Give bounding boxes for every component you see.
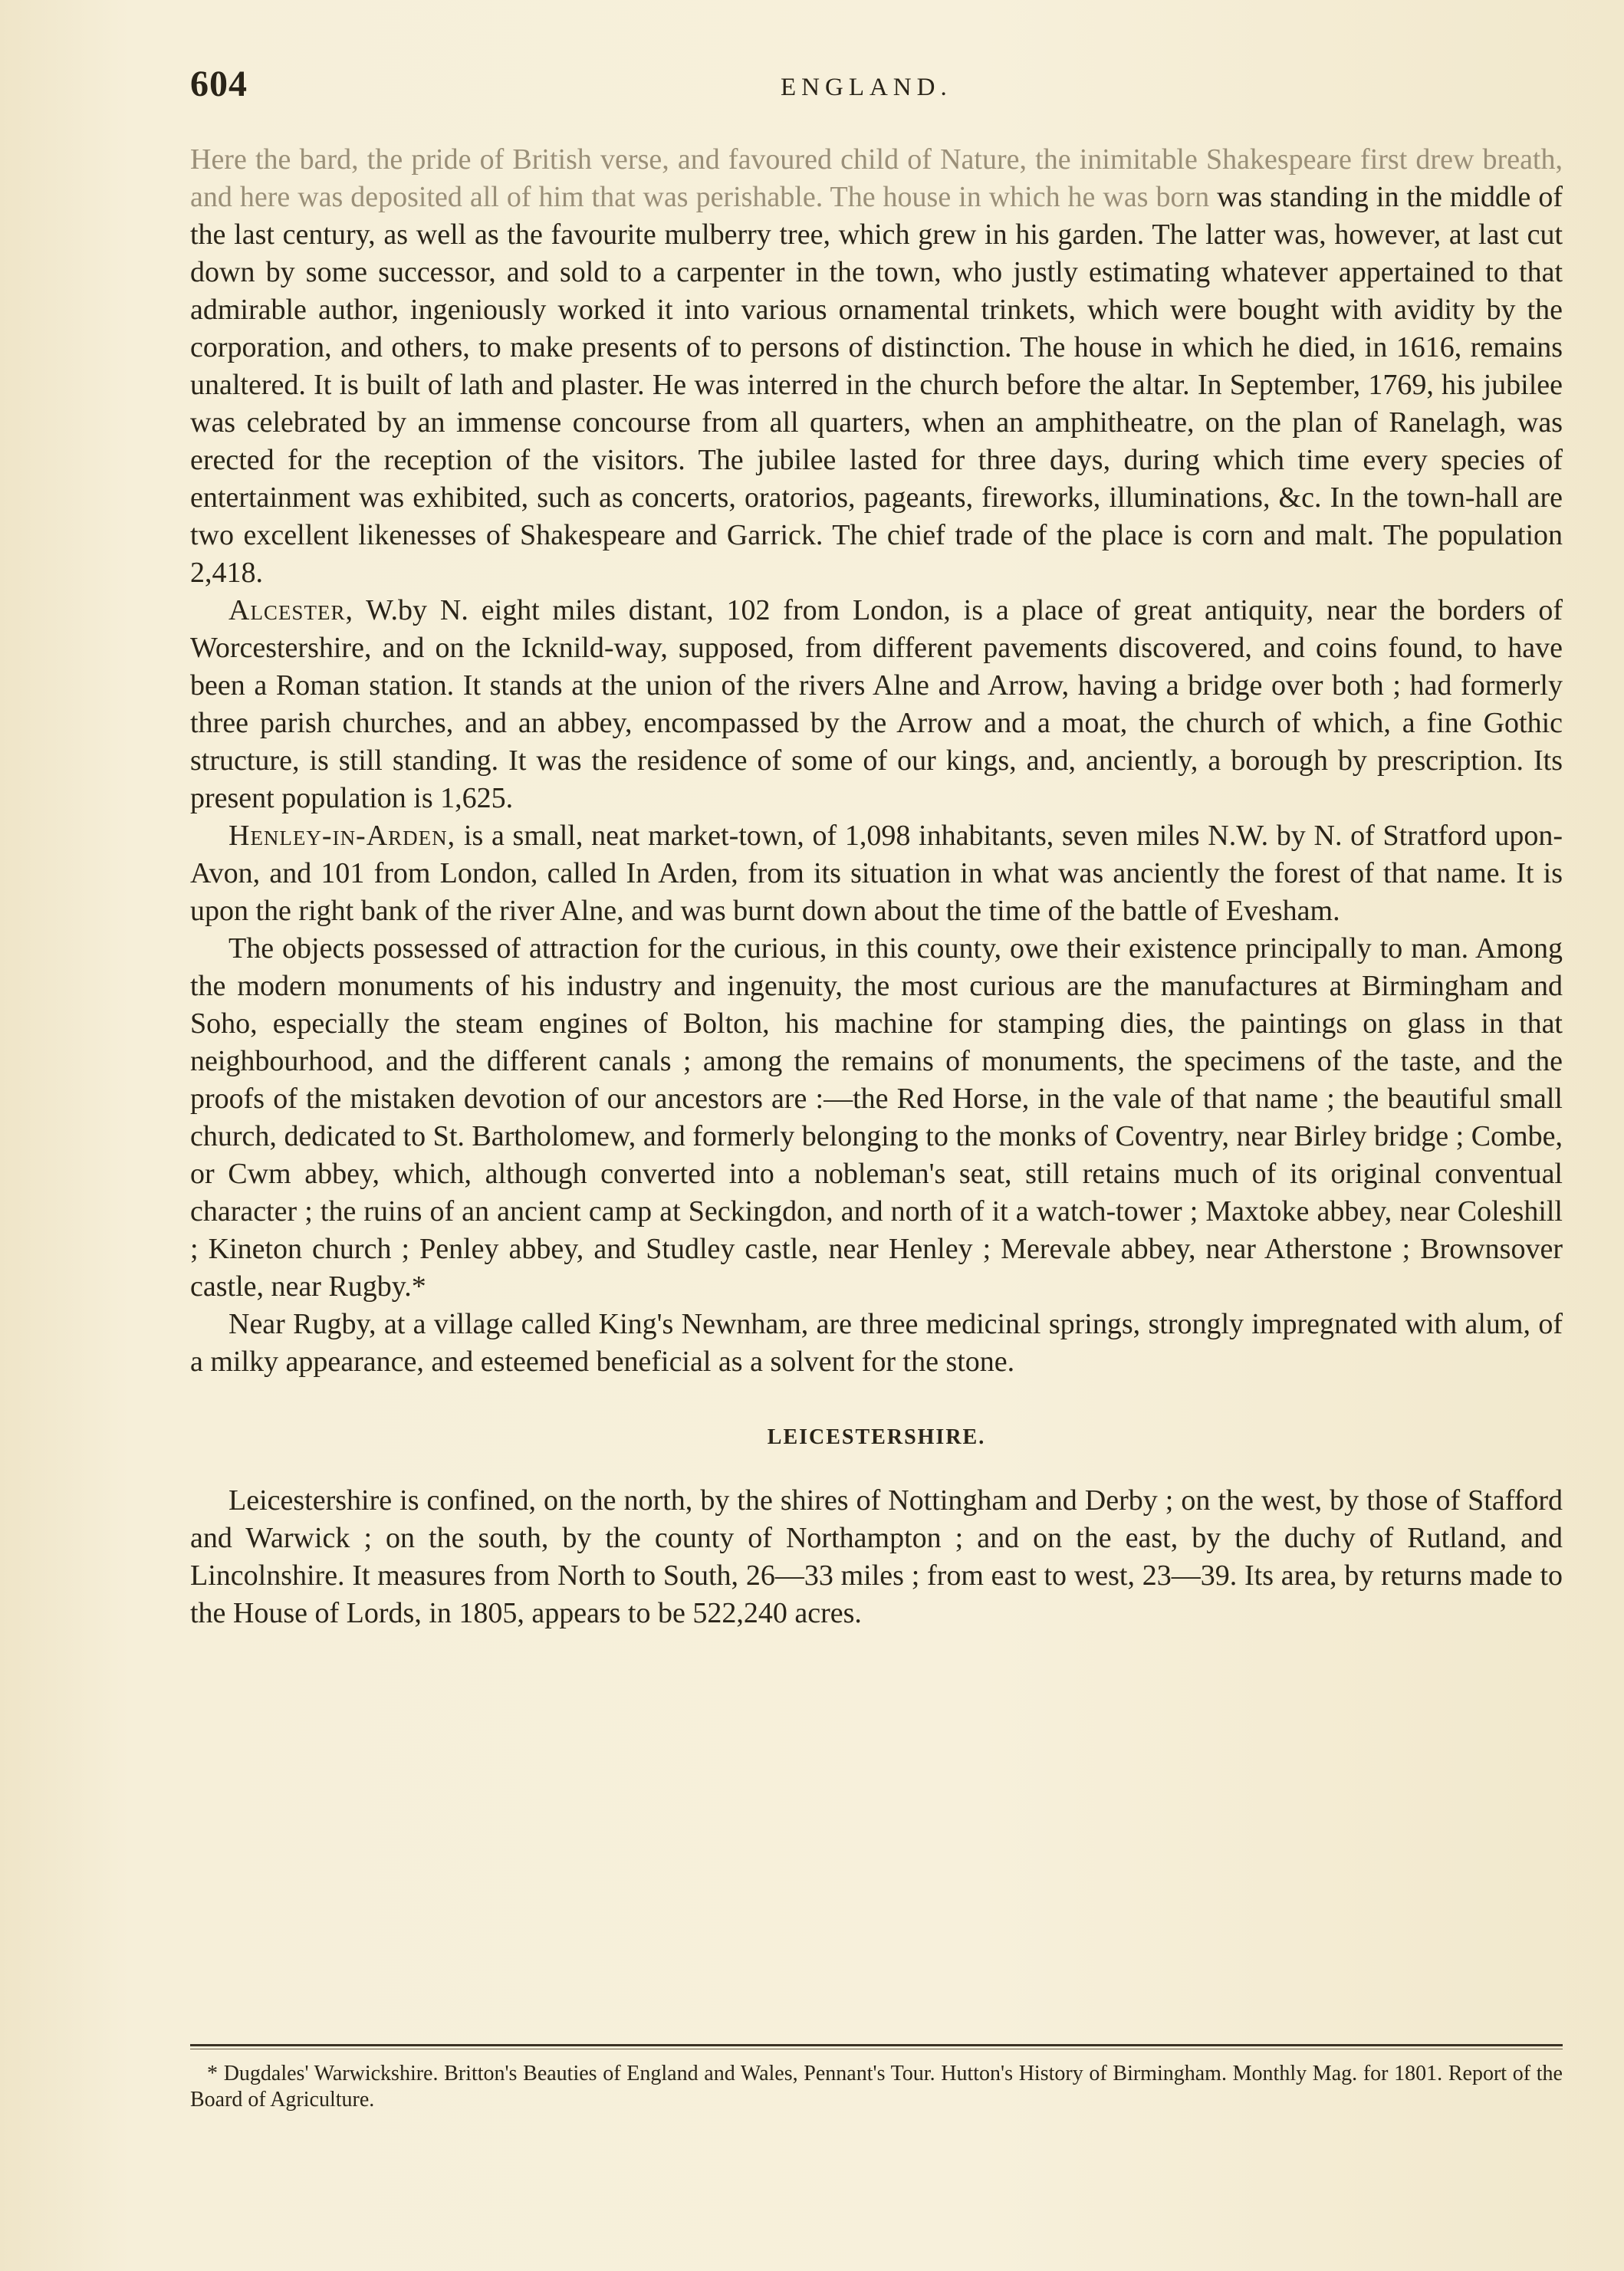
running-title: ENGLAND.	[781, 74, 952, 101]
paragraph-text: was standing in the middle of the last century, as well as the favourite mulberry tree, which grew in his garden. The latter was, however, at last cut down by some successor, and sold to a carpenter in the town, who justly estimating whatever appertained to that admirable author, ingeniously worked it into various ornamental trinkets, which were bought with avidity by the corporation, and others, to make presents of to persons of distinction. The house in which he died, in 1616, remains unaltered. It is built of lath and plaster. He was interred in the church before the altar. In September, 1769, his jubilee was celebrated by an immense concourse from all quarters, when an amphitheatre, on the plan of Ranelagh, was erected for the reception of the visitors. The jubilee lasted for three days, during which time every species of entertainment was exhibited, such as concerts, oratorios, pageants, fireworks, illuminations, &c. In the town-hall are two excellent likenesses of Shakespeare and Garrick. The chief trade of the place is corn and malt. The population 2,418.	[190, 181, 1563, 589]
body-text	[190, 141, 1563, 1632]
page-number: 604	[190, 64, 248, 104]
page-header	[190, 63, 1570, 117]
paragraph-henley	[190, 817, 1563, 930]
place-name-alcester: Alcester,	[228, 594, 353, 626]
paragraph-text: W.by N. eight miles distant, 102 from London, is a place of great antiquity, near the borders of Worcestershire, and on the Icknild-way, supposed, from different pavements discovered, and coins found, to have been a Roman station. It stands at the union of the rivers Alne and Arrow, having a bridge over both ; had formerly three parish churches, and an abbey, encompassed by the Arrow and a moat, the church of which, a fine Gothic structure, is still standing. It was the residence of some of our kings, and, anciently, a borough by prescription. Its present population is 1,625.	[190, 594, 1563, 814]
paragraph-alcester	[190, 592, 1563, 817]
paragraph-stratford	[190, 141, 1563, 592]
section-heading: LEICESTERSHIRE.	[767, 1425, 986, 1449]
faded-text: Here the bard, the pride of British verse, and favoured child of Nature, the inimitable Shakespeare first drew breath, and here was deposited all of him that was perishable. The house in which he was born	[190, 143, 1563, 213]
place-name-henley: Henley-in-Arden,	[228, 820, 456, 852]
paragraph-text: is a small, neat market-town, of 1,098 inhabitants, seven miles N.W. by N. of Stratford upon-Avon, and 101 from London, called In Arden, from its situation in what was anciently the forest of that name. It is upon the right bank of the river Alne, and was burnt down about the time of the battle of Evesham.	[190, 820, 1563, 927]
paragraph-rugby: Near Rugby, at a village called King's Newnham, are three medicinal springs, strongly impregnated with alum, of a milky appearance, and esteemed beneficial as a solvent for the stone.	[190, 1308, 1563, 1378]
footnote-rule	[190, 2044, 1563, 2046]
footnote: * Dugdales' Warwickshire. Britton's Beauties of England and Wales, Pennant's Tour. Hutton's History of Birmingham. Monthly Mag. for 1801. Report of the Board of Agriculture.	[190, 2062, 1563, 2112]
paragraph-leicestershire: Leicestershire is confined, on the north, by the shires of Nottingham and Derby ; on the west, by those of Stafford and Warwick ; on the south, by the county of Northampton ; and on the east, by the duchy of Rutland, and Lincolnshire. It measures from North to South, 26—33 miles ; from east to west, 23—39. Its area, by returns made to the House of Lords, in 1805, appears to be 522,240 acres.	[190, 1484, 1563, 1629]
paragraph-objects: The objects possessed of attraction for the curious, in this county, owe their existence principally to man. Among the modern monuments of his industry and ingenuity, the most curious are the manufactures at Birmingham and Soho, especially the steam engines of Bolton, his machine for stamping dies, the paintings on glass in that neighbourhood, and the different canals ; among the remains of monuments, the specimens of the taste, and the proofs of the mistaken devotion of our ancestors are :—the Red Horse, in the vale of that name ; the beautiful small church, dedicated to St. Bartholomew, and formerly belonging to the monks of Coventry, near Birley bridge ; Combe, or Cwm abbey, which, although converted into a nobleman's seat, still retains much of its original conventual character ; the ruins of an ancient camp at Seckingdon, and north of it a watch-tower ; Maxtoke abbey, near Coleshill ; Kineton church ; Penley abbey, and Studley castle, near Henley ; Merevale abbey, near Atherstone ; Brownsover castle, near Rugby.*	[190, 932, 1563, 1303]
